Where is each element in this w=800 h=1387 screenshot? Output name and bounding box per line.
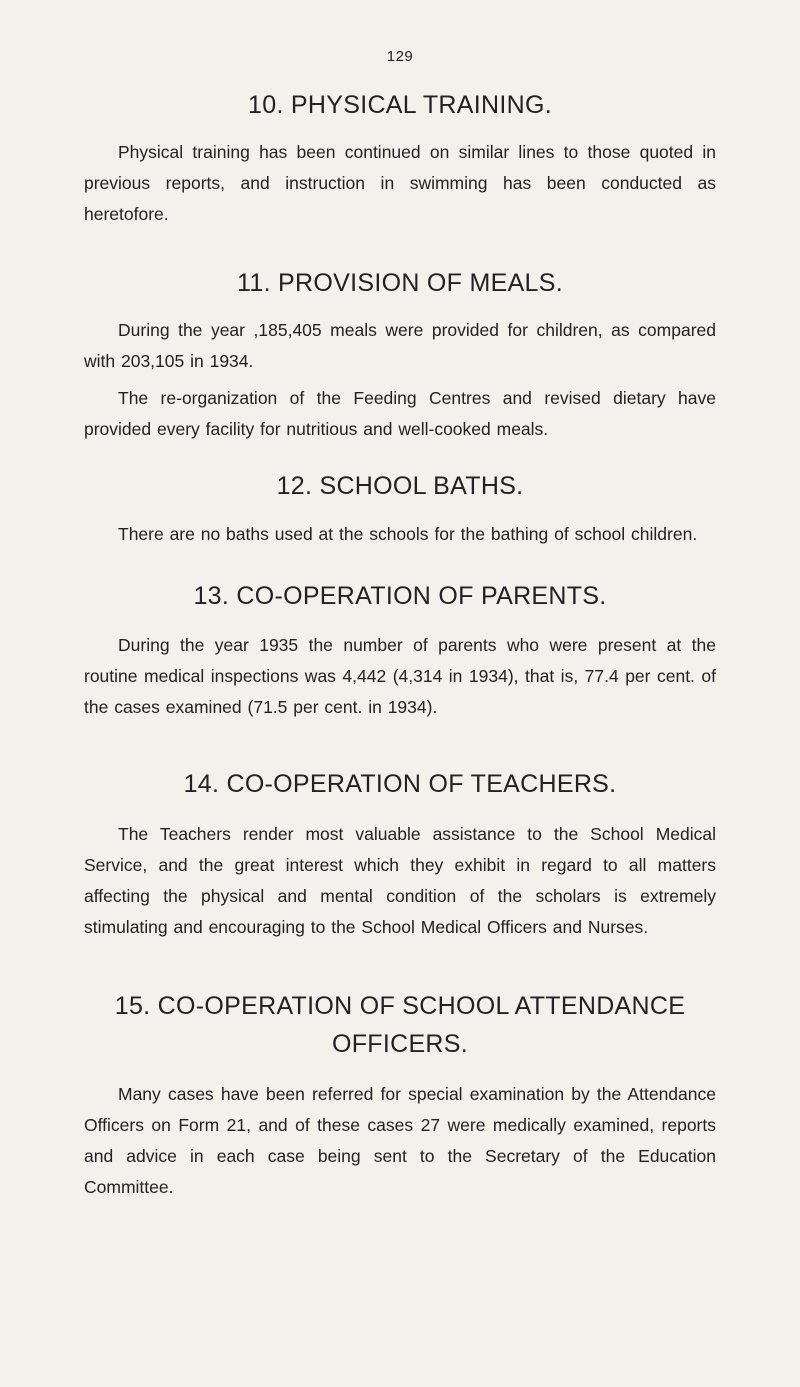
section-heading: 10. PHYSICAL TRAINING.	[248, 91, 552, 119]
section-provision-of-meals	[84, 264, 716, 445]
section-cooperation-of-teachers	[84, 765, 716, 943]
page-content	[84, 82, 716, 1203]
section-cooperation-of-attendance-officers	[84, 987, 716, 1203]
section-paragraph: The Teachers render most valuable assistance to the School Medical Service, and the great interest which they exhibit in regard to all matters affecting the physical and mental condition of the scholars is extremely stimulating and encouraging to the School Medical Officers and Nurses.	[84, 824, 716, 937]
page-number: 129	[386, 48, 414, 65]
section-school-baths	[84, 467, 716, 550]
section-paragraph: During the year ,185,405 meals were provided for children, as compared with 203,105 in 1934.	[84, 320, 716, 371]
section-paragraph: During the year 1935 the number of parents who were present at the routine medical inspections was 4,442 (4,314 in 1934), that is, 77.4 per cent. of the cases examined (71.5 per cent. in 1934).	[84, 635, 716, 717]
section-paragraph: Many cases have been referred for special examination by the Attendance Officers on Form 21, and of these cases 27 were medically examined, reports and advice in each case being sent to the Secretary of the Education Committee.	[84, 1084, 716, 1197]
section-paragraph: There are no baths used at the schools for the bathing of school children.	[118, 524, 698, 544]
section-heading: 15. CO-OPERATION OF SCHOOL ATTENDANCE OFFICERS.	[114, 992, 686, 1058]
section-physical-training	[84, 86, 716, 230]
section-heading: 12. SCHOOL BATHS.	[276, 472, 524, 500]
section-heading: 11. PROVISION OF MEALS.	[237, 269, 563, 297]
section-paragraph: Physical training has been continued on similar lines to those quoted in previous reports, and instruction in swimming has been conducted as heretofore.	[84, 142, 716, 224]
section-heading: 14. CO-OPERATION OF TEACHERS.	[183, 770, 617, 798]
section-paragraph: The re-organization of the Feeding Centres and revised dietary have provided every facility for nutritious and well-cooked meals.	[84, 388, 716, 439]
section-heading: 13. CO-OPERATION OF PARENTS.	[193, 582, 607, 610]
section-cooperation-of-parents	[84, 577, 716, 723]
